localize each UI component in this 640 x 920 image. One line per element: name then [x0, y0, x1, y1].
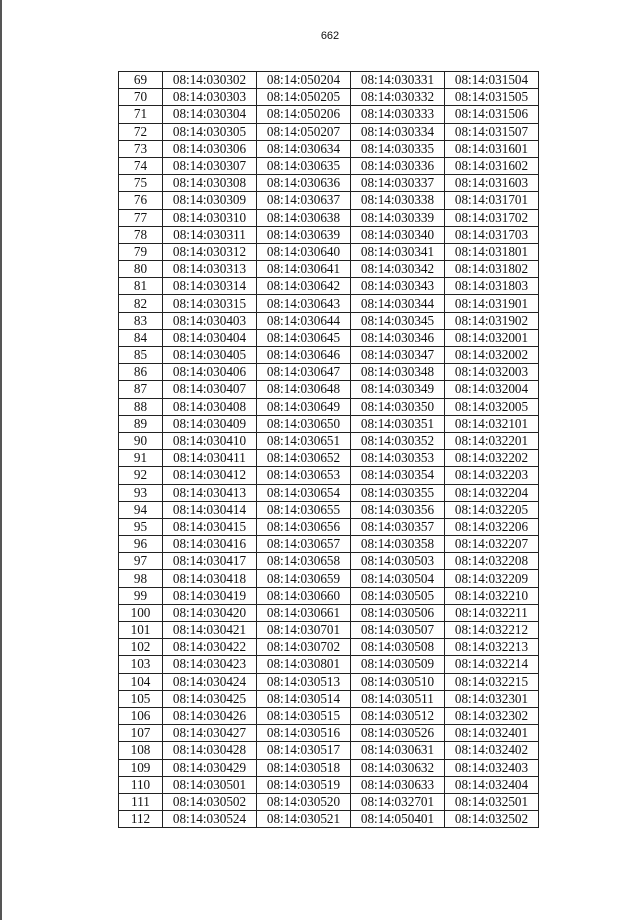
- code-cell: 08:14:030314: [163, 278, 257, 295]
- code-cell: 08:14:030357: [351, 518, 445, 535]
- code-cell: 08:14:030501: [163, 776, 257, 793]
- code-cell: 08:14:030702: [257, 639, 351, 656]
- code-cell: 08:14:030505: [351, 587, 445, 604]
- table-row: [119, 467, 539, 484]
- code-cell: 08:14:030337: [351, 175, 445, 192]
- code-cell: 08:14:030426: [163, 707, 257, 724]
- code-cell: 08:14:030351: [351, 415, 445, 432]
- code-cell: 08:14:030409: [163, 415, 257, 432]
- code-cell: 08:14:030526: [351, 725, 445, 742]
- code-cell: 08:14:050206: [257, 106, 351, 123]
- table-row: [119, 278, 539, 295]
- code-cell: 08:14:032205: [445, 501, 539, 518]
- row-number-cell: 79: [119, 243, 163, 260]
- table-row: [119, 570, 539, 587]
- code-cell: 08:14:050204: [257, 72, 351, 89]
- row-number-cell: 93: [119, 484, 163, 501]
- table-row: [119, 157, 539, 174]
- table-row: [119, 243, 539, 260]
- code-cell: 08:14:030637: [257, 192, 351, 209]
- code-cell: 08:14:032501: [445, 793, 539, 810]
- code-cell: 08:14:030313: [163, 261, 257, 278]
- code-cell: 08:14:030421: [163, 622, 257, 639]
- code-cell: 08:14:030355: [351, 484, 445, 501]
- row-number-cell: 72: [119, 123, 163, 140]
- row-number-cell: 76: [119, 192, 163, 209]
- row-number-cell: 69: [119, 72, 163, 89]
- code-cell: 08:14:030631: [351, 742, 445, 759]
- row-number-cell: 107: [119, 725, 163, 742]
- row-number-cell: 70: [119, 89, 163, 106]
- table-row: [119, 209, 539, 226]
- table-row: [119, 347, 539, 364]
- code-cell: 08:14:030508: [351, 639, 445, 656]
- code-cell: 08:14:030345: [351, 312, 445, 329]
- row-number-cell: 82: [119, 295, 163, 312]
- code-cell: 08:14:032701: [351, 793, 445, 810]
- table-row: [119, 432, 539, 449]
- code-cell: 08:14:030636: [257, 175, 351, 192]
- code-cell: 08:14:030305: [163, 123, 257, 140]
- code-cell: 08:14:030429: [163, 759, 257, 776]
- table-row: [119, 226, 539, 243]
- code-cell: 08:14:030511: [351, 690, 445, 707]
- code-cell: 08:14:030424: [163, 673, 257, 690]
- code-cell: 08:14:030338: [351, 192, 445, 209]
- code-cell: 08:14:030638: [257, 209, 351, 226]
- table-row: [119, 364, 539, 381]
- page-number: 662: [320, 30, 340, 42]
- code-cell: 08:14:032404: [445, 776, 539, 793]
- code-cell: 08:14:030504: [351, 570, 445, 587]
- table-row: [119, 381, 539, 398]
- row-number-cell: 110: [119, 776, 163, 793]
- code-cell: 08:14:030358: [351, 536, 445, 553]
- code-cell: 08:14:030642: [257, 278, 351, 295]
- code-cell: 08:14:030641: [257, 261, 351, 278]
- code-cell: 08:14:030340: [351, 226, 445, 243]
- row-number-cell: 105: [119, 690, 163, 707]
- code-cell: 08:14:031506: [445, 106, 539, 123]
- code-cell: 08:14:050207: [257, 123, 351, 140]
- code-cell: 08:14:030519: [257, 776, 351, 793]
- code-cell: 08:14:030701: [257, 622, 351, 639]
- code-cell: 08:14:030502: [163, 793, 257, 810]
- code-cell: 08:14:030414: [163, 501, 257, 518]
- code-cell: 08:14:030334: [351, 123, 445, 140]
- row-number-cell: 96: [119, 536, 163, 553]
- code-cell: 08:14:032101: [445, 415, 539, 432]
- code-cell: 08:14:032210: [445, 587, 539, 604]
- row-number-cell: 89: [119, 415, 163, 432]
- code-cell: 08:14:030311: [163, 226, 257, 243]
- code-cell: 08:14:030639: [257, 226, 351, 243]
- table-body: [119, 72, 539, 828]
- code-cell: 08:14:050401: [351, 811, 445, 828]
- code-cell: 08:14:032001: [445, 329, 539, 346]
- row-number-cell: 81: [119, 278, 163, 295]
- code-cell: 08:14:032211: [445, 604, 539, 621]
- table-row: [119, 759, 539, 776]
- code-cell: 08:14:031601: [445, 140, 539, 157]
- row-number-cell: 101: [119, 622, 163, 639]
- code-cell: 08:14:030303: [163, 89, 257, 106]
- code-cell: 08:14:032401: [445, 725, 539, 742]
- code-cell: 08:14:031505: [445, 89, 539, 106]
- code-cell: 08:14:030306: [163, 140, 257, 157]
- table-row: [119, 725, 539, 742]
- code-cell: 08:14:032403: [445, 759, 539, 776]
- code-cell: 08:14:030654: [257, 484, 351, 501]
- code-cell: 08:14:032302: [445, 707, 539, 724]
- table-row: [119, 690, 539, 707]
- row-number-cell: 94: [119, 501, 163, 518]
- code-cell: 08:14:030332: [351, 89, 445, 106]
- row-number-cell: 103: [119, 656, 163, 673]
- code-cell: 08:14:030657: [257, 536, 351, 553]
- code-cell: 08:14:031603: [445, 175, 539, 192]
- table-row: [119, 604, 539, 621]
- row-number-cell: 84: [119, 329, 163, 346]
- code-cell: 08:14:030428: [163, 742, 257, 759]
- code-cell: 08:14:031902: [445, 312, 539, 329]
- code-cell: 08:14:030417: [163, 553, 257, 570]
- code-cell: 08:14:030406: [163, 364, 257, 381]
- code-cell: 08:14:050205: [257, 89, 351, 106]
- code-cell: 08:14:030412: [163, 467, 257, 484]
- code-cell: 08:14:031507: [445, 123, 539, 140]
- table-row: [119, 536, 539, 553]
- code-cell: 08:14:030643: [257, 295, 351, 312]
- code-cell: 08:14:030403: [163, 312, 257, 329]
- table-row: [119, 106, 539, 123]
- code-cell: 08:14:031703: [445, 226, 539, 243]
- code-cell: 08:14:030506: [351, 604, 445, 621]
- code-cell: 08:14:030339: [351, 209, 445, 226]
- table-row: [119, 295, 539, 312]
- row-number-cell: 71: [119, 106, 163, 123]
- code-cell: 08:14:030634: [257, 140, 351, 157]
- row-number-cell: 111: [119, 793, 163, 810]
- code-cell: 08:14:030307: [163, 157, 257, 174]
- code-cell: 08:14:030418: [163, 570, 257, 587]
- code-cell: 08:14:031701: [445, 192, 539, 209]
- code-cell: 08:14:032206: [445, 518, 539, 535]
- code-cell: 08:14:030518: [257, 759, 351, 776]
- table-row: [119, 553, 539, 570]
- code-cell: 08:14:030411: [163, 450, 257, 467]
- code-cell: 08:14:032204: [445, 484, 539, 501]
- code-cell: 08:14:030308: [163, 175, 257, 192]
- row-number-cell: 83: [119, 312, 163, 329]
- code-cell: 08:14:030425: [163, 690, 257, 707]
- table-row: [119, 192, 539, 209]
- code-cell: 08:14:030516: [257, 725, 351, 742]
- code-cell: 08:14:032004: [445, 381, 539, 398]
- code-cell: 08:14:030312: [163, 243, 257, 260]
- code-cell: 08:14:030645: [257, 329, 351, 346]
- code-cell: 08:14:030410: [163, 432, 257, 449]
- code-cell: 08:14:032207: [445, 536, 539, 553]
- row-number-cell: 97: [119, 553, 163, 570]
- table-row: [119, 312, 539, 329]
- row-number-cell: 74: [119, 157, 163, 174]
- table-row: [119, 72, 539, 89]
- code-cell: 08:14:030413: [163, 484, 257, 501]
- row-number-cell: 104: [119, 673, 163, 690]
- code-cell: 08:14:030660: [257, 587, 351, 604]
- code-cell: 08:14:032203: [445, 467, 539, 484]
- code-cell: 08:14:030336: [351, 157, 445, 174]
- row-number-cell: 109: [119, 759, 163, 776]
- code-cell: 08:14:030335: [351, 140, 445, 157]
- code-cell: 08:14:030515: [257, 707, 351, 724]
- code-cell: 08:14:030302: [163, 72, 257, 89]
- code-cell: 08:14:032301: [445, 690, 539, 707]
- row-number-cell: 100: [119, 604, 163, 621]
- row-number-cell: 80: [119, 261, 163, 278]
- table-row: [119, 656, 539, 673]
- code-cell: 08:14:032208: [445, 553, 539, 570]
- code-cell: 08:14:031702: [445, 209, 539, 226]
- code-cell: 08:14:032202: [445, 450, 539, 467]
- table-row: [119, 587, 539, 604]
- table-row: [119, 484, 539, 501]
- table-row: [119, 793, 539, 810]
- code-cell: 08:14:030659: [257, 570, 351, 587]
- table-row: [119, 261, 539, 278]
- code-cell: 08:14:030350: [351, 398, 445, 415]
- table-row: [119, 398, 539, 415]
- code-cell: 08:14:030405: [163, 347, 257, 364]
- row-number-cell: 77: [119, 209, 163, 226]
- table-row: [119, 707, 539, 724]
- code-cell: 08:14:030408: [163, 398, 257, 415]
- code-cell: 08:14:030331: [351, 72, 445, 89]
- code-cell: 08:14:030517: [257, 742, 351, 759]
- table-row: [119, 89, 539, 106]
- code-cell: 08:14:030507: [351, 622, 445, 639]
- code-cell: 08:14:030652: [257, 450, 351, 467]
- row-number-cell: 86: [119, 364, 163, 381]
- code-cell: 08:14:030309: [163, 192, 257, 209]
- scan-edge: [0, 0, 2, 920]
- row-number-cell: 112: [119, 811, 163, 828]
- code-cell: 08:14:030514: [257, 690, 351, 707]
- code-cell: 08:14:030415: [163, 518, 257, 535]
- code-cell: 08:14:030419: [163, 587, 257, 604]
- code-cell: 08:14:030333: [351, 106, 445, 123]
- row-number-cell: 92: [119, 467, 163, 484]
- code-cell: 08:14:030310: [163, 209, 257, 226]
- row-number-cell: 106: [119, 707, 163, 724]
- code-cell: 08:14:030349: [351, 381, 445, 398]
- code-cell: 08:14:031801: [445, 243, 539, 260]
- code-cell: 08:14:032002: [445, 347, 539, 364]
- code-cell: 08:14:030509: [351, 656, 445, 673]
- code-cell: 08:14:030521: [257, 811, 351, 828]
- code-cell: 08:14:032005: [445, 398, 539, 415]
- code-cell: 08:14:030422: [163, 639, 257, 656]
- table-row: [119, 742, 539, 759]
- code-cell: 08:14:032402: [445, 742, 539, 759]
- code-cell: 08:14:030341: [351, 243, 445, 260]
- table-row: [119, 123, 539, 140]
- code-cell: 08:14:030651: [257, 432, 351, 449]
- row-number-cell: 87: [119, 381, 163, 398]
- code-cell: 08:14:030650: [257, 415, 351, 432]
- code-cell: 08:14:030407: [163, 381, 257, 398]
- row-number-cell: 73: [119, 140, 163, 157]
- table-row: [119, 175, 539, 192]
- row-number-cell: 85: [119, 347, 163, 364]
- table-row: [119, 673, 539, 690]
- code-cell: 08:14:030510: [351, 673, 445, 690]
- code-cell: 08:14:030635: [257, 157, 351, 174]
- code-cell: 08:14:030503: [351, 553, 445, 570]
- code-cell: 08:14:030661: [257, 604, 351, 621]
- code-cell: 08:14:030648: [257, 381, 351, 398]
- code-cell: 08:14:030801: [257, 656, 351, 673]
- row-number-cell: 88: [119, 398, 163, 415]
- row-number-cell: 75: [119, 175, 163, 192]
- table-row: [119, 450, 539, 467]
- code-cell: 08:14:030343: [351, 278, 445, 295]
- code-cell: 08:14:032209: [445, 570, 539, 587]
- code-cell: 08:14:030640: [257, 243, 351, 260]
- code-cell: 08:14:030342: [351, 261, 445, 278]
- code-cell: 08:14:032213: [445, 639, 539, 656]
- code-cell: 08:14:032201: [445, 432, 539, 449]
- code-cell: 08:14:031901: [445, 295, 539, 312]
- table-row: [119, 776, 539, 793]
- table-row: [119, 501, 539, 518]
- table-row: [119, 329, 539, 346]
- row-number-cell: 98: [119, 570, 163, 587]
- row-number-cell: 78: [119, 226, 163, 243]
- code-cell: 08:14:032212: [445, 622, 539, 639]
- row-number-cell: 91: [119, 450, 163, 467]
- cadastral-code-table: [118, 71, 539, 828]
- code-cell: 08:14:031602: [445, 157, 539, 174]
- table-row: [119, 811, 539, 828]
- table-row: [119, 140, 539, 157]
- code-cell: 08:14:030353: [351, 450, 445, 467]
- code-cell: 08:14:032214: [445, 656, 539, 673]
- code-cell: 08:14:030423: [163, 656, 257, 673]
- code-cell: 08:14:030632: [351, 759, 445, 776]
- row-number-cell: 99: [119, 587, 163, 604]
- code-cell: 08:14:030344: [351, 295, 445, 312]
- code-cell: 08:14:030658: [257, 553, 351, 570]
- code-cell: 08:14:030512: [351, 707, 445, 724]
- code-cell: 08:14:032003: [445, 364, 539, 381]
- code-cell: 08:14:030356: [351, 501, 445, 518]
- code-cell: 08:14:030315: [163, 295, 257, 312]
- code-cell: 08:14:030653: [257, 467, 351, 484]
- code-cell: 08:14:030427: [163, 725, 257, 742]
- code-cell: 08:14:030348: [351, 364, 445, 381]
- code-cell: 08:14:030352: [351, 432, 445, 449]
- code-cell: 08:14:030513: [257, 673, 351, 690]
- code-cell: 08:14:030647: [257, 364, 351, 381]
- code-cell: 08:14:030656: [257, 518, 351, 535]
- code-cell: 08:14:031803: [445, 278, 539, 295]
- code-cell: 08:14:031802: [445, 261, 539, 278]
- row-number-cell: 90: [119, 432, 163, 449]
- code-cell: 08:14:030524: [163, 811, 257, 828]
- code-cell: 08:14:030416: [163, 536, 257, 553]
- row-number-cell: 108: [119, 742, 163, 759]
- table-row: [119, 518, 539, 535]
- code-cell: 08:14:032502: [445, 811, 539, 828]
- row-number-cell: 102: [119, 639, 163, 656]
- code-cell: 08:14:030655: [257, 501, 351, 518]
- code-cell: 08:14:030646: [257, 347, 351, 364]
- code-cell: 08:14:030347: [351, 347, 445, 364]
- code-cell: 08:14:032215: [445, 673, 539, 690]
- table-row: [119, 415, 539, 432]
- code-cell: 08:14:030520: [257, 793, 351, 810]
- code-cell: 08:14:030346: [351, 329, 445, 346]
- row-number-cell: 95: [119, 518, 163, 535]
- code-cell: 08:14:030354: [351, 467, 445, 484]
- code-cell: 08:14:030644: [257, 312, 351, 329]
- code-cell: 08:14:030420: [163, 604, 257, 621]
- code-cell: 08:14:030649: [257, 398, 351, 415]
- table-row: [119, 622, 539, 639]
- table-row: [119, 639, 539, 656]
- code-cell: 08:14:030404: [163, 329, 257, 346]
- code-cell: 08:14:030633: [351, 776, 445, 793]
- code-cell: 08:14:031504: [445, 72, 539, 89]
- code-cell: 08:14:030304: [163, 106, 257, 123]
